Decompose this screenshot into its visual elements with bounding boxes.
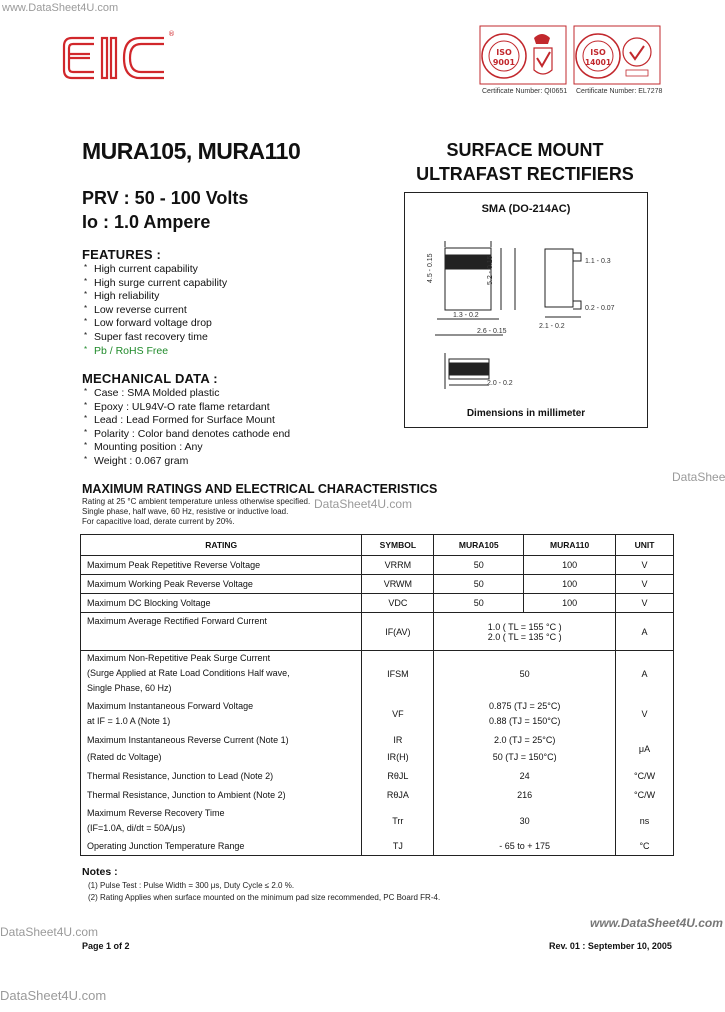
unit-cell: ns (616, 805, 674, 837)
unit-cell: °C/W (616, 786, 674, 805)
mechanical-heading: MECHANICAL DATA : (82, 371, 218, 386)
table-row (81, 805, 674, 837)
table-row (81, 767, 674, 786)
value-cell (434, 613, 616, 651)
ratings-heading: MAXIMUM RATINGS AND ELECTRICAL CHARACTERISTICS (82, 482, 438, 496)
watermark-bottom-right: www.DataSheet4U.com (590, 916, 723, 930)
symbol-cell: VRRM (362, 556, 434, 575)
table-row (81, 786, 674, 805)
unit-cell: °C (616, 837, 674, 856)
features-heading: FEATURES : (82, 247, 162, 262)
col-header-mura105: MURA105 (434, 535, 524, 556)
product-type-line-1: SURFACE MOUNT (446, 140, 604, 160)
unit-cell: μA (616, 731, 674, 767)
mechanical-list (82, 387, 290, 469)
rating-cell: Operating Junction Temperature Range (81, 837, 362, 856)
symbol-cell (362, 731, 434, 767)
rating-line: Maximum Instantaneous Forward Voltage (87, 700, 254, 711)
rating-line: Maximum Non-Repetitive Peak Surge Current (87, 653, 271, 664)
value-cell: 100 (524, 556, 616, 575)
col-header-mura110: MURA110 (524, 535, 616, 556)
dim-height-a: 4.5 - 0.15 (427, 253, 434, 283)
eic-logo (60, 28, 180, 88)
cert-iso-number: 9001 (492, 58, 516, 67)
feature-item: * High surge current capability (82, 277, 227, 291)
value-cell: 50 (434, 651, 616, 697)
cert-iso-label: ISO (496, 48, 512, 57)
symbol-cell: Trr (362, 805, 434, 837)
rating-line: (Rated dc Voltage) (87, 751, 162, 762)
watermark-bottom-left: DataSheet4U.com (0, 988, 107, 1003)
mechanical-item: * Epoxy : UL94V-O rate flame retardant (82, 401, 290, 415)
unit-cell: V (616, 556, 674, 575)
value-cell: 30 (434, 805, 616, 837)
value-line: 2.0 (TJ = 25°C) (493, 734, 556, 745)
feature-item: * Super fast recovery time (82, 331, 227, 345)
feature-item: * Low reverse current (82, 304, 227, 318)
rating-line: Single Phase, 60 Hz) (87, 683, 172, 694)
product-type-title (400, 138, 650, 186)
mechanical-item: * Case : SMA Molded plastic (82, 387, 290, 401)
watermark-center: DataSheet4U.com (314, 497, 413, 511)
value-cell: - 65 to + 175 (434, 837, 616, 856)
note-item: (1) Pulse Test : Pulse Width = 300 μs, Duty Cycle ≤ 2.0 %. (88, 881, 295, 890)
table-row (81, 651, 674, 697)
rating-cell: Maximum Working Peak Reverse Voltage (81, 575, 362, 594)
symbol-cell: RθJA (362, 786, 434, 805)
feature-item: * High reliability (82, 290, 227, 304)
mechanical-item: * Mounting position : Any (82, 441, 290, 455)
value-cell: 50 (434, 594, 524, 613)
rating-conditions (82, 497, 310, 527)
rating-cell: Thermal Resistance, Junction to Ambient (Note 2) (81, 786, 362, 805)
unit-cell: V (616, 594, 674, 613)
symbol-cell: VDC (362, 594, 434, 613)
io-text: Io : 1.0 Ampere (82, 212, 211, 232)
cert-iso-number: 14001 (584, 58, 612, 67)
table-row (81, 731, 674, 767)
value-cell: 100 (524, 594, 616, 613)
symbol-cell: VF (362, 697, 434, 731)
value-cell (434, 731, 616, 767)
notes-heading: Notes : (82, 866, 118, 878)
rating-cell (81, 651, 362, 697)
iso-14001-cert (572, 24, 682, 94)
value-line: 1.0 ( TL = 155 °C ) (487, 621, 562, 632)
value-cell: 24 (434, 767, 616, 786)
features-list (82, 263, 227, 358)
table-header-row (81, 535, 674, 556)
table-row (81, 556, 674, 575)
dim-height-b: 5.2 - 0.15 (487, 255, 494, 285)
symbol-cell: TJ (362, 837, 434, 856)
revision-date: Rev. 01 : September 10, 2005 (549, 941, 672, 951)
symbol-cell: RθJL (362, 767, 434, 786)
value-line: 0.875 (TJ = 25°C) (488, 700, 561, 711)
mechanical-item: * Polarity : Color band denotes cathode end (82, 428, 290, 442)
value-cell (434, 697, 616, 731)
cert-iso-label: ISO (590, 48, 606, 57)
table-row (81, 697, 674, 731)
symbol-line: IR(H) (387, 751, 409, 762)
unit-cell: V (616, 697, 674, 731)
mechanical-item: * Lead : Lead Formed for Surface Mount (82, 414, 290, 428)
note-item: (2) Rating Applies when surface mounted on the minimum pad size recommended, PC Board FR-4. (88, 893, 441, 902)
cert-number-9001: Certificate Number: QI0651 (482, 88, 568, 95)
col-header-unit: UNIT (616, 535, 674, 556)
notes-list (88, 880, 440, 904)
value-cell: 216 (434, 786, 616, 805)
rating-line: at IF = 1.0 A (Note 1) (87, 715, 171, 726)
rating-cell: Thermal Resistance, Junction to Lead (Note 2) (81, 767, 362, 786)
table-row (81, 575, 674, 594)
part-numbers: MURA105, MURA110 (82, 138, 301, 164)
page-number: Page 1 of 2 (82, 941, 130, 951)
watermark-right: DataShee (672, 470, 725, 484)
dim-end-width: 2.0 - 0.2 (487, 380, 513, 387)
dim-side-height: 2.1 - 0.2 (539, 323, 565, 330)
unit-cell: A (616, 651, 674, 697)
symbol-line: IR (393, 734, 403, 745)
rating-cell: Maximum DC Blocking Voltage (81, 594, 362, 613)
feature-item: * Low forward voltage drop (82, 317, 227, 331)
table-row (81, 594, 674, 613)
value-cell: 100 (524, 575, 616, 594)
value-line: 0.88 (TJ = 150°C) (488, 715, 561, 726)
rating-line: Maximum Reverse Recovery Time (87, 807, 225, 818)
watermark-left: DataSheet4U.com (0, 925, 99, 939)
value-line: 50 (TJ = 150°C) (492, 751, 557, 762)
col-header-rating: RATING (81, 535, 362, 556)
unit-cell: V (616, 575, 674, 594)
condition-line: Single phase, half wave, 60 Hz, resistive or inductive load. (82, 507, 289, 516)
table-row (81, 837, 674, 856)
rating-line: (IF=1.0A, di/dt = 50A/μs) (87, 822, 186, 833)
package-title: SMA (DO-214AC) (481, 203, 571, 215)
symbol-cell: VRWM (362, 575, 434, 594)
condition-line: Rating at 25 °C ambient temperature unless otherwise specified. (82, 497, 311, 506)
unit-cell: °C/W (616, 767, 674, 786)
iso-9001-seal-icon (478, 24, 568, 86)
svg-text:®: ® (168, 30, 175, 38)
rating-cell (81, 805, 362, 837)
rating-cell: Maximum Average Rectified Forward Current (81, 613, 362, 651)
rating-summary (82, 186, 248, 234)
package-caption: Dimensions in millimeter (466, 408, 586, 419)
dim-lead-length: 1.1 - 0.3 (585, 258, 611, 265)
rating-cell: Maximum Peak Repetitive Reverse Voltage (81, 556, 362, 575)
rating-line: (Surge Applied at Rate Load Conditions Half wave, (87, 668, 290, 679)
value-line: 2.0 ( TL = 135 °C ) (487, 631, 562, 642)
col-header-symbol: SYMBOL (362, 535, 434, 556)
rating-cell (81, 697, 362, 731)
dim-body-width: 2.6 - 0.15 (477, 328, 507, 335)
symbol-cell: IFSM (362, 651, 434, 697)
rating-cell (81, 731, 362, 767)
feature-item-rohs: * Pb / RoHS Free (82, 345, 227, 359)
rating-line: Maximum Instantaneous Reverse Current (Note 1) (87, 734, 289, 745)
unit-cell: A (616, 613, 674, 651)
dim-lead-thickness: 0.2 - 0.07 (585, 305, 615, 312)
mechanical-item: * Weight : 0.067 gram (82, 455, 290, 469)
product-type-line-2: ULTRAFAST RECTIFIERS (416, 164, 634, 184)
value-cell: 50 (434, 556, 524, 575)
cert-number-14001: Certificate Number: EL7278 (576, 88, 663, 95)
package-outline-box (404, 192, 648, 428)
condition-line: For capacitive load, derate current by 20%. (82, 517, 235, 526)
table-row (81, 613, 674, 651)
symbol-cell: IF(AV) (362, 613, 434, 651)
dim-lead-width: 1.3 - 0.2 (453, 312, 479, 319)
watermark-top: www.DataSheet4U.com (2, 2, 119, 14)
prv-text: PRV : 50 - 100 Volts (82, 188, 249, 208)
ratings-table (80, 534, 674, 856)
value-cell: 50 (434, 575, 524, 594)
feature-item: * High current capability (82, 263, 227, 277)
iso-14001-seal-icon (572, 24, 662, 86)
